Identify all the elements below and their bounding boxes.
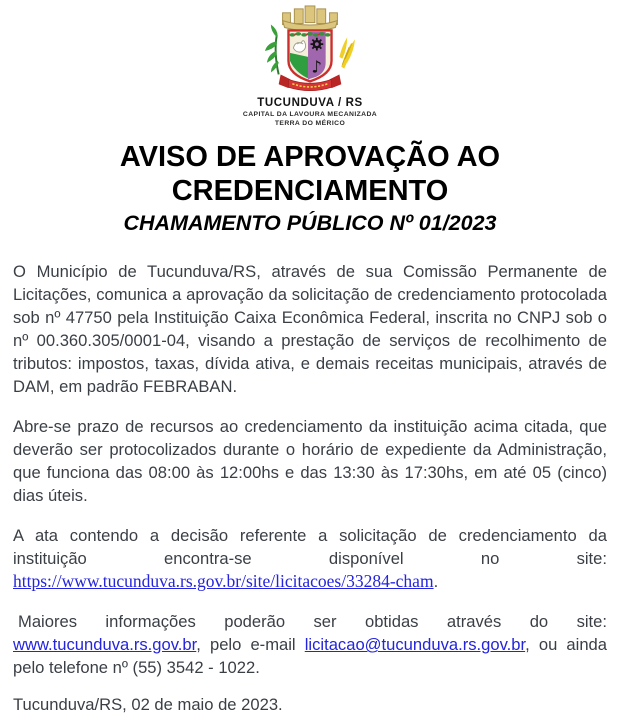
music-note-icon: ♪ bbox=[311, 57, 323, 77]
paragraph-contact-text: Maiores informações poderão ser obtidas através do site: bbox=[18, 612, 607, 631]
tucunduva-coat-of-arms-icon bbox=[258, 4, 362, 96]
paragraph-decision-text: A ata contendo a decisão referente a solicitação de credenciamento da instituição encontra-se disponível no site: bbox=[13, 526, 607, 568]
paragraph-contact bbox=[13, 610, 607, 679]
paragraph-contact-mid: , pelo e-mail bbox=[196, 635, 305, 654]
notice-body bbox=[13, 260, 607, 716]
notice-title-line-2: CREDENCIAMENTO bbox=[171, 175, 449, 207]
mural-crown-icon bbox=[283, 6, 338, 31]
notice-title-line-1: AVISO DE APROVAÇÃO AO bbox=[119, 141, 501, 173]
paragraph-deadline: Abre-se prazo de recursos ao credenciamento da instituição acima citada, que deverão ser protocolizados durante o horário de expediente da Administração, que funciona das 08:00 às 12:00hs e das 13:30 às 17:30hs, em até 05 (cinco) dias úteis. bbox=[13, 417, 607, 505]
paragraph-contact-end: , ou ainda pelo telefone nº (55) 3542 - 1022. bbox=[13, 635, 608, 677]
licitacoes-page-link[interactable]: https://www.tucunduva.rs.gov.br/site/licitacoes/33284-cham bbox=[13, 571, 434, 591]
paragraph-decision bbox=[13, 524, 607, 593]
paragraph-decision-period: . bbox=[433, 572, 439, 591]
corn-stalk-icon bbox=[265, 25, 279, 75]
gear-icon bbox=[310, 38, 323, 51]
wheat-icon bbox=[339, 37, 355, 68]
municipality-name: TUCUNDUVA / RS bbox=[257, 97, 363, 109]
notice-title bbox=[10, 140, 610, 208]
email-link[interactable]: licitacao@tucunduva.rs.gov.br bbox=[304, 635, 526, 654]
paragraph-approval: O Município de Tucunduva/RS, através de sua Comissão Permanente de Licitações, comunica a aprovação da solicitação de credenciamento protocolada sob nº 47750 pela Instituição Caixa Econômica Federal, inscrita no CNPJ sob o nº 00.360.305/0001-04, visando a prestação de serviços de recolhimento de tributos: impostos, taxas, dívida ativa, e demais receitas municipais, através de DAM, em padrão FEBRABAN. bbox=[13, 262, 607, 396]
municipality-motto-1: CAPITAL DA LAVOURA MECANIZADA bbox=[242, 111, 378, 118]
document-header bbox=[0, 0, 620, 127]
municipality-motto-2: TERRA DO MÉRICO bbox=[274, 120, 346, 127]
site-link[interactable]: www.tucunduva.rs.gov.br bbox=[13, 635, 197, 654]
date-line: Tucunduva/RS, 02 de maio de 2023. bbox=[13, 695, 283, 714]
notice-subtitle: CHAMAMENTO PÚBLICO Nº 01/2023 bbox=[123, 211, 497, 235]
